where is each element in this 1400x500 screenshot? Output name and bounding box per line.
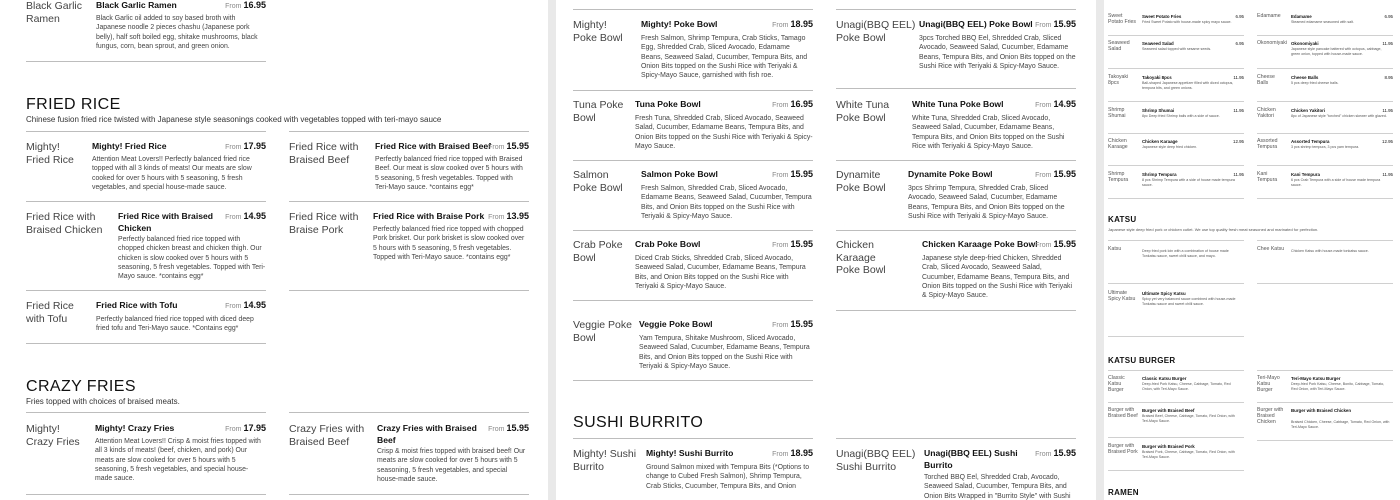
- item-image-placeholder: Burger with Braised Pork: [1108, 443, 1138, 455]
- item-name: Black Garlic Ramen: [96, 0, 177, 10]
- menu-page-left: [0, 0, 548, 500]
- menu-item-chicken-yakitori[interactable]: [1257, 108, 1393, 128]
- divider: [836, 438, 1076, 439]
- item-image-placeholder: Fried Rice with Braised Chicken: [26, 211, 103, 236]
- divider: [836, 230, 1076, 231]
- item-image-placeholder: Veggie Poke Bowl: [573, 319, 632, 344]
- item-name: Chicken Karaage Poke Bowl: [922, 239, 1038, 249]
- item-price: From 16.95: [772, 99, 813, 109]
- item-name: Teri-Mayo Katsu Burger: [1291, 376, 1341, 381]
- item-description: 8pc Deep fried Shrimp balls with a side of sauce.: [1142, 114, 1220, 118]
- menu-item-crazy-fries-braised-beef[interactable]: [289, 423, 529, 485]
- item-description: Deep fried pork loin with a combination of house made Tonkatsu sauce, sweet chilli sauce, and mayo.: [1142, 249, 1229, 258]
- item-image-placeholder: Katsu: [1108, 246, 1122, 252]
- menu-item-mighty-fried-rice[interactable]: [26, 141, 266, 196]
- menu-item-burger-braised-chicken[interactable]: [1257, 408, 1393, 436]
- divider: [1257, 68, 1393, 69]
- item-description: Braised Beef, Cheese, Cabbage, Tomato, Red Onion, with Teri-Mayo Sauce.: [1142, 414, 1235, 423]
- item-image-placeholder: Shrimp Tempura: [1108, 171, 1129, 183]
- divider: [836, 160, 1076, 161]
- item-price: 8.95: [1384, 75, 1393, 80]
- menu-item-chicken-katsu[interactable]: [1257, 247, 1393, 277]
- item-image-placeholder: Assorted Tempura: [1257, 138, 1278, 150]
- item-description: Chicken Katsu with house-made tonkatsu sauce.: [1291, 249, 1369, 253]
- divider: [836, 9, 1076, 10]
- item-image-placeholder: Fried Rice with Braise Pork: [289, 211, 359, 236]
- item-description: Fried Sweet Potato with house-made spicy mayo sauce.: [1142, 20, 1232, 24]
- item-price: 6.95: [1235, 14, 1244, 19]
- divider: [26, 494, 266, 495]
- divider: [1257, 240, 1393, 241]
- menu-item-veggie-poke-bowl[interactable]: [573, 319, 813, 374]
- item-name: Crazy Fries with Braised Beef: [377, 423, 477, 445]
- item-price: 12.95: [1233, 139, 1244, 144]
- divider: [289, 131, 529, 132]
- section-title-sushi-burrito: SUSHI BURRITO: [573, 414, 704, 431]
- item-image-placeholder: Burger with Braised Beef: [1108, 407, 1138, 419]
- divider: [1108, 370, 1244, 371]
- menu-page-right: [1104, 0, 1400, 500]
- item-name: Fried Rice with Braise Pork: [373, 211, 485, 221]
- divider: [1108, 68, 1244, 69]
- item-name: Chicken Karaage: [1142, 139, 1178, 144]
- item-price: From 15.95: [1035, 448, 1076, 458]
- section-title-katsu: KATSU: [1108, 215, 1137, 224]
- item-image-placeholder: Fried Rice with Braised Beef: [289, 141, 359, 166]
- menu-item-mighty-sushi-burrito[interactable]: [573, 448, 813, 500]
- item-price: From 14.95: [225, 300, 266, 310]
- menu-item-fried-rice-tofu[interactable]: [26, 300, 266, 338]
- divider: [289, 290, 529, 291]
- item-image-placeholder: Fried Rice with Tofu: [26, 300, 74, 325]
- item-name: Mighty! Crazy Fries: [95, 423, 175, 433]
- divider: [573, 380, 813, 381]
- item-name: Chicken Yakitori: [1291, 108, 1326, 113]
- item-image-placeholder: Classic Katsu Burger: [1108, 375, 1125, 393]
- item-description: Ground Salmon mixed with Tempura Bits (*Options to change to Cubed Fresh Salmon), Shrimp Tempura, Crab Sticks, Cucumber, Tempura Bits, and Onion: [646, 464, 810, 490]
- item-description: Perfectly balanced fried rice topped with diced deep fried tofu and Teri-Mayo sauce. *Contains egg*: [96, 316, 254, 333]
- divider: [1108, 283, 1244, 284]
- item-description: Attention Meat Lovers!! Crisp & moist fries topped with all 3 kinds of meats! (beef, chicken, and pork) Our meats are slow cooked for over 5 hours with 5 seasoning, 5 fresh vegetables, and special house-made sauce.: [95, 438, 261, 483]
- item-price: From 15.95: [1035, 19, 1076, 29]
- menu-item-takoyaki[interactable]: [1108, 75, 1244, 95]
- divider: [1257, 165, 1393, 166]
- menu-item-chicken-karaage-poke-bowl[interactable]: [836, 239, 1076, 304]
- section-title-fried-rice: FRIED RICE: [26, 96, 121, 113]
- item-price: From 15.95: [1035, 239, 1076, 249]
- item-image-placeholder: Cheese Balls: [1257, 74, 1275, 86]
- item-image-placeholder: Teri-Mayo Katsu Burger: [1257, 375, 1280, 393]
- divider: [1108, 198, 1244, 199]
- menu-item-crab-poke-bowl[interactable]: [573, 239, 813, 294]
- item-image-placeholder: Seaweed Salad: [1108, 40, 1130, 52]
- item-name: Dynamite Poke Bowl: [908, 169, 993, 179]
- item-name: Cheese Balls: [1291, 75, 1319, 80]
- item-image-placeholder: Crazy Fries with Braised Beef: [289, 423, 365, 448]
- item-price: From 18.95: [772, 448, 813, 458]
- item-price: From 13.95: [488, 211, 529, 221]
- section-title-crazy-fries: CRAZY FRIES: [26, 378, 136, 395]
- menu-item-black-garlic-ramen[interactable]: [26, 0, 266, 60]
- menu-item-mighty-crazy-fries[interactable]: [26, 423, 266, 485]
- item-name: Sweet Potato Fries: [1142, 14, 1182, 19]
- section-title-ramen: RAMEN: [1108, 488, 1139, 497]
- item-description: Attention Meat Lovers!! Perfectly balanced fried rice topped with all 3 kinds of meats! Our meats are slow cooked for over 5 hours with 5 seasoning, 5 fresh vegetables, and special house-made sauce.: [92, 156, 252, 191]
- item-image-placeholder: White Tuna Poke Bowl: [836, 99, 890, 124]
- item-image-placeholder: Chicken Yakitori: [1257, 107, 1276, 119]
- menu-item-burger-braised-beef[interactable]: [1108, 408, 1244, 434]
- divider: [1108, 470, 1244, 471]
- divider: [836, 310, 1076, 311]
- item-price: From 15.95: [1035, 169, 1076, 179]
- menu-item-katsu[interactable]: [1108, 247, 1244, 277]
- divider: [1108, 336, 1244, 337]
- item-description: Steamed edamame seasoned with salt.: [1291, 20, 1354, 24]
- item-image-placeholder: Mighty! Fried Rice: [26, 141, 74, 166]
- item-image-placeholder: Crab Poke Bowl: [573, 239, 623, 264]
- item-price: From 15.95: [772, 169, 813, 179]
- menu-item-seaweed-salad[interactable]: [1108, 41, 1244, 61]
- divider: [573, 160, 813, 161]
- item-description: Deep-fried Pork Katsu, Cheese, Bonito, Cabbage, Tomato, Red Onion, with Teri-Mayo Sauce.: [1291, 382, 1385, 391]
- item-description: 8pc of Japanese style "torched" chicken skewer with glazed.: [1291, 114, 1387, 118]
- menu-item-mighty-poke-bowl[interactable]: [573, 19, 813, 84]
- divider: [836, 88, 1076, 89]
- item-description: Fresh Salmon, Shredded Crab, Sliced Avocado, Edamame Beans, Seaweed Salad, Cucumber, Tempura Bits, and Onion Bits topped on the Sushi Rice with Teriyaki & Spicy-Mayo Sauce.: [641, 185, 812, 220]
- item-name: Kani Tempura: [1291, 172, 1320, 177]
- item-description: Braised Chicken, Cheese, Cabbage, Tomato, Red Onion, with Teri-Mayo Sauce.: [1291, 420, 1390, 429]
- item-name: Classic Katsu Burger: [1142, 376, 1187, 381]
- menu-item-shrimp-tempura[interactable]: [1108, 172, 1244, 192]
- item-image-placeholder: Salmon Poke Bowl: [573, 169, 623, 194]
- item-name: Shrimp Shumai: [1142, 108, 1175, 113]
- item-image-placeholder: Okonomiyaki: [1257, 40, 1287, 46]
- divider: [1257, 101, 1393, 102]
- item-name: Salmon Poke Bowl: [641, 169, 718, 179]
- item-description: Seaweed salad topped with sesame seeds.: [1142, 47, 1212, 51]
- divider: [1108, 240, 1244, 241]
- item-image-placeholder: Chee Katsu: [1257, 246, 1285, 252]
- menu-item-sweet-potato-fries[interactable]: [1108, 14, 1244, 32]
- menu-item-salmon-poke-bowl[interactable]: [573, 169, 813, 224]
- divider: [289, 494, 529, 495]
- item-price: 11.95: [1233, 172, 1244, 177]
- item-name: Fried Rice with Braised Chicken: [118, 211, 214, 233]
- section-subtitle-katsu: Japanese style deep fried pork or chicken cutlet. We use top quality fresh meat seasoned and marinated for perfection.: [1108, 227, 1319, 232]
- item-description: Fresh Tuna, Shredded Crab, Sliced Avocado, Seaweed Salad, Cucumber, Edamame Beans, Tempura Bits, and Onion Bits topped on the Sushi Rice with Teriyaki & Spicy-Mayo Sauce.: [635, 115, 813, 150]
- item-image-placeholder: Chicken Karaage Poke Bowl: [836, 239, 886, 277]
- item-image-placeholder: Dynamite Poke Bowl: [836, 169, 886, 194]
- item-name: Tuna Poke Bowl: [635, 99, 701, 109]
- item-price: 11.95: [1233, 108, 1244, 113]
- divider: [26, 412, 266, 413]
- item-description: 3 pcs shrimp tempura, 3 pcs yam tempura.: [1291, 145, 1360, 149]
- item-name: Burger with Braised Pork: [1142, 444, 1195, 449]
- item-description: Ball-shaped Japanese appetizer filled with diced octopus, tempura bits, and green onions.: [1142, 81, 1234, 90]
- menu-page-middle: [556, 0, 1096, 500]
- item-image-placeholder: Tuna Poke Bowl: [573, 99, 624, 124]
- item-description: Torched BBQ Eel, Shredded Crab, Avocado, Seaweed Salad, Cucumber, Tempura Bits, and Onion Bits Wrapped in "Burrito Style" with Sushi: [924, 474, 1071, 500]
- item-price: From 14.95: [1035, 99, 1076, 109]
- menu-item-edamame[interactable]: [1257, 14, 1393, 32]
- item-name: Takoyaki 8pcs: [1142, 75, 1172, 80]
- item-description: Perfectly balanced fried rice topped with chopped chicken breast and chicken thigh. Our chicken is slow cooked over 5 hours with 5 seasoning, 5 fresh vegetables. Topped with Teri-Mayo sauce. *contains egg*: [118, 236, 266, 281]
- divider: [573, 9, 813, 10]
- item-description: Perfectly balanced fried rice topped with chopped Pork brisket. Our pork brisket is slow cooked over 5 hours with 5 seasoning, 5 fresh vegetables. Topped with Teri-Mayo sauce. *contains egg*: [373, 226, 525, 261]
- menu-item-ultimate-spicy-katsu[interactable]: [1108, 291, 1244, 331]
- item-name: Assorted Tempura: [1291, 139, 1330, 144]
- item-description: 3pcs Torched BBQ Eel, Shredded Crab, Sliced Avocado, Seaweed Salad, Cucumber, Edamame Beans, Tempura Bits, and Onion Bits topped on the Sushi Rice with Teriyaki & Spicy-Mayo Sauce.: [919, 35, 1076, 70]
- item-price: From 15.95: [772, 319, 813, 329]
- item-price: 11.95: [1233, 75, 1244, 80]
- divider: [1257, 198, 1393, 199]
- item-description: Japanese style pancake battered with octopus, cabbage, green onion, topped with house-made sauce.: [1291, 47, 1382, 56]
- item-description: Yam Tempura, Shitake Mushroom, Sliced Avocado, Seaweed Salad, Cucumber, Edamame Beans, Tempura Bits, and Onion Bits topped on the Sushi Rice with Teriyaki & Spicy-Mayo Sauce.: [639, 335, 810, 370]
- item-image-placeholder: Unagi(BBQ EEL) Sushi Burrito: [836, 448, 916, 473]
- menu-item-dynamite-poke-bowl[interactable]: [836, 169, 1076, 224]
- item-name: Crab Poke Bowl: [635, 239, 701, 249]
- item-description: 5 pcs deep fried cheese balls.: [1291, 81, 1339, 85]
- item-image-placeholder: Kani Tempura: [1257, 171, 1278, 183]
- item-price: From 17.95: [225, 141, 266, 151]
- divider: [1108, 165, 1244, 166]
- item-image-placeholder: Black Garlic Ramen: [26, 0, 83, 25]
- item-name: Edamame: [1291, 14, 1312, 19]
- item-description: Japanese style deep fried chicken.: [1142, 145, 1198, 149]
- item-description: Fresh Salmon, Shrimp Tempura, Crab Sticks, Tamago Egg, Shredded Crab, Sliced Avocado, Edamame Beans, Seaweed Salad, Cucumber, Tempura Bits, and Onion Bits topped on the Sushi Rice with Teriyaki & Spicy-Mayo Sauce, garnished with fish roe.: [641, 35, 808, 80]
- divider: [1257, 35, 1393, 36]
- item-image-placeholder: Chicken Karaage: [1108, 138, 1128, 150]
- divider: [1108, 402, 1244, 403]
- item-description: Spicy yet very balanced sauce combined with house-made Tonkatsu sauce and sweet chilli sauce.: [1142, 297, 1236, 306]
- item-price: 11.95: [1382, 41, 1393, 46]
- menu-item-fried-rice-braised-chicken[interactable]: [26, 211, 266, 283]
- divider: [1257, 440, 1393, 441]
- item-price: From 17.95: [225, 423, 266, 433]
- menu-item-okonomiyaki[interactable]: [1257, 41, 1393, 61]
- item-name: Fried Rice with Tofu: [96, 300, 178, 310]
- divider: [1108, 133, 1244, 134]
- divider: [1257, 133, 1393, 134]
- item-price: 11.95: [1382, 108, 1393, 113]
- divider: [26, 343, 266, 344]
- menu-item-burger-braised-pork[interactable]: [1108, 444, 1244, 466]
- item-name: Burger with Braised Chicken: [1291, 408, 1352, 413]
- item-description: Perfectly balanced fried rice topped with Braised Beef. Our meat is slow cooked over 5 hours with 5 seasoning, 5 fresh vegetables. Topped with Teri-Mayo sauce. *contains egg*: [375, 156, 523, 191]
- item-name: Veggie Poke Bowl: [639, 319, 713, 329]
- item-name: White Tuna Poke Bowl: [912, 99, 1004, 109]
- item-price: 6.95: [1235, 41, 1244, 46]
- item-description: Braised Pork, Cheese, Cabbage, Tomato, Red Onion, with Teri-Mayo Sauce.: [1142, 450, 1235, 459]
- item-name: Fried Rice with Braised Beef: [375, 141, 492, 151]
- divider: [1257, 402, 1393, 403]
- item-description: White Tuna, Shredded Crab, Sliced Avocado, Seaweed Salad, Cucumber, Edamame Beans, Tempura Bits, and Onion Bits topped on the Sushi Rice with Teriyaki & Spicy-Mayo Sauce.: [912, 115, 1065, 150]
- section-subtitle-crazy-fries: Fries topped with choices of braised meats.: [26, 397, 180, 406]
- divider: [26, 61, 266, 62]
- menu-item-unagi-poke-bowl[interactable]: [836, 19, 1076, 79]
- item-name: Unagi(BBQ EEL) Sushi Burrito: [924, 448, 1018, 470]
- item-name: Mighty! Fried Rice: [92, 141, 167, 151]
- item-image-placeholder: Mighty! Sushi Burrito: [573, 448, 637, 473]
- item-price: From 14.95: [225, 211, 266, 221]
- menu-item-classic-katsu-burger[interactable]: [1108, 376, 1244, 398]
- item-image-placeholder: Sweet Potato Fries: [1108, 13, 1136, 25]
- menu-item-tuna-poke-bowl[interactable]: [573, 99, 813, 154]
- item-price: 11.95: [1382, 172, 1393, 177]
- divider: [1257, 370, 1393, 371]
- menu-item-kani-tempura[interactable]: [1257, 172, 1393, 192]
- divider: [1108, 35, 1244, 36]
- divider: [573, 300, 813, 301]
- item-name: Mighty! Sushi Burrito: [646, 448, 734, 458]
- item-price: From 16.95: [225, 0, 266, 10]
- item-image-placeholder: Edamame: [1257, 13, 1281, 19]
- item-image-placeholder: Ultimate Spicy Katsu: [1108, 290, 1136, 302]
- divider: [26, 201, 266, 202]
- menu-item-cheese-balls[interactable]: [1257, 75, 1393, 95]
- item-image-placeholder: Burger with Braised Chicken: [1257, 407, 1284, 425]
- item-description: Black Garlic oil added to soy based broth with Japanese noodle 2 pieces chashu (Japanese pork belly), half soft boiled egg, shitake mushrooms, black fungus, corn, bean sprout, and green onion.: [96, 15, 258, 50]
- divider: [573, 438, 813, 439]
- divider: [1108, 437, 1244, 438]
- item-description: Crisp & moist fries topped with braised beef! Our meats are slow cooked for over 5 hours with 5 seasoning, 5 fresh vegetables, and special house-made sauce.: [377, 448, 526, 483]
- item-name: Ultimate Spicy Katsu: [1142, 291, 1186, 296]
- divider: [573, 90, 813, 91]
- menu-item-unagi-sushi-burrito[interactable]: [836, 448, 1076, 500]
- item-price: From 15.95: [488, 141, 529, 151]
- section-subtitle-fried-rice: Chinese fusion fried rice twisted with Japanese style seasonings cooked with vegetables topped with teri-mayo sauce: [26, 115, 442, 124]
- divider: [26, 131, 266, 132]
- item-name: Mighty! Poke Bowl: [641, 19, 718, 29]
- divider: [289, 201, 529, 202]
- item-price: From 15.95: [488, 423, 529, 433]
- menu-item-chicken-karaage[interactable]: [1108, 139, 1244, 159]
- menu-item-teri-mayo-katsu-burger[interactable]: [1257, 376, 1393, 398]
- item-image-placeholder: Mighty! Crazy Fries: [26, 423, 80, 448]
- item-name: Okonomiyaki: [1291, 41, 1319, 46]
- menu-item-assorted-tempura[interactable]: [1257, 139, 1393, 159]
- item-name: Shrimp Tempura: [1142, 172, 1177, 177]
- section-title-katsu-burger: KATSU BURGER: [1108, 356, 1176, 365]
- item-image-placeholder: Unagi(BBQ EEL) Poke Bowl: [836, 19, 916, 44]
- item-description: 8 pcs Shrimp Tempura with a side of house made tempura sauce.: [1142, 178, 1235, 187]
- divider: [573, 230, 813, 231]
- item-price: From 15.95: [772, 239, 813, 249]
- item-image-placeholder: Mighty! Poke Bowl: [573, 19, 623, 44]
- divider: [1257, 283, 1393, 284]
- menu-item-white-tuna-poke-bowl[interactable]: [836, 99, 1076, 154]
- item-price: 12.95: [1382, 139, 1393, 144]
- item-description: 3pcs Shrimp Tempura, Shredded Crab, Sliced Avocado, Seaweed Salad, Cucumber, Edamame Beans, Tempura Bits, and Onion Bits topped on the Sushi Rice with Teriyaki & Spicy-Mayo Sauce.: [908, 185, 1065, 220]
- item-description: 6 pcs Crab Tempura with a side of house made tempura sauce.: [1291, 178, 1381, 187]
- item-price: From 18.95: [772, 19, 813, 29]
- menu-item-fried-rice-braised-beef[interactable]: [289, 141, 529, 196]
- divider: [1108, 101, 1244, 102]
- divider: [289, 412, 529, 413]
- item-description: Japanese style deep-fried Chicken, Shredded Crab, Sliced Avocado, Seaweed Salad, Cucumber, Edamame Beans, Tempura Bits, and Onion Bits topped on the Sushi Rice with Teriyaki & Spicy-Mayo Sauce.: [922, 255, 1073, 300]
- item-image-placeholder: Takoyaki 8pcs: [1108, 74, 1129, 86]
- item-name: Unagi(BBQ EEL) Poke Bowl: [919, 19, 1033, 29]
- menu-item-shrimp-shumai[interactable]: [1108, 108, 1244, 128]
- item-name: Burger with Braised Beef: [1142, 408, 1195, 413]
- item-image-placeholder: Shrimp Shumai: [1108, 107, 1126, 119]
- item-price: 6.95: [1384, 14, 1393, 19]
- menu-item-fried-rice-braise-pork[interactable]: [289, 211, 529, 266]
- item-description: Diced Crab Sticks, Shredded Crab, Sliced Avocado, Seaweed Salad, Cucumber, Edamame Beans, Tempura Bits, and Onion Bits topped on the Sushi Rice with Teriyaki & Spicy-Mayo Sauce.: [635, 255, 806, 290]
- divider: [26, 290, 266, 291]
- item-name: Seaweed Salad: [1142, 41, 1174, 46]
- item-description: Deep-fried Pork Katsu, Cheese, Cabbage, Tomato, Red Onion, with Teri-Mayo Sauce.: [1142, 382, 1231, 391]
